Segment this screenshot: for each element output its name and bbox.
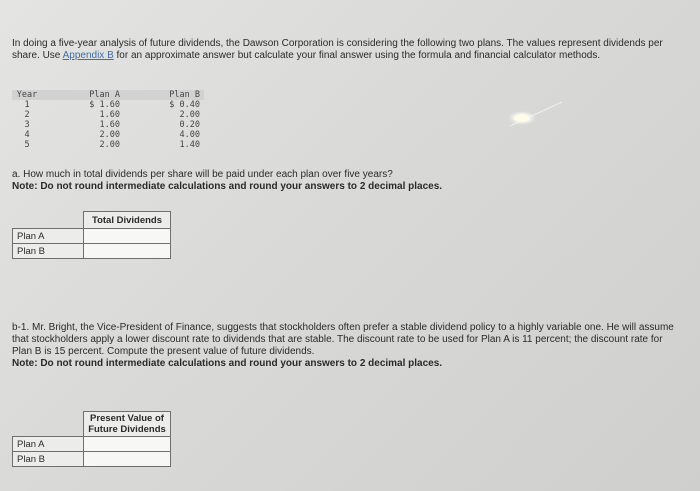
present-value-table <box>12 411 171 467</box>
plan-a-present-value-input[interactable] <box>84 437 171 452</box>
plan-b-cell: 1.40 <box>179 140 200 150</box>
table-row <box>13 452 171 467</box>
plan-a-total-input[interactable] <box>84 229 171 244</box>
table-row <box>12 120 204 130</box>
year-cell: 3 <box>24 120 30 130</box>
present-value-header-line2: Future Dividends <box>88 424 166 435</box>
plan-a-cell: 1.60 <box>99 120 120 130</box>
row-label-plan-a: Plan A <box>13 437 84 452</box>
problem-intro <box>12 38 682 62</box>
col-header-plan-b: Plan B <box>146 90 204 100</box>
table-row <box>12 110 204 120</box>
row-label-plan-b: Plan B <box>13 244 84 259</box>
year-cell: 2 <box>24 110 30 120</box>
total-dividends-header: Total Dividends <box>84 212 171 229</box>
question-b1-text: b-1. Mr. Bright, the Vice-President of Finance, suggests that stockholders often prefer a stable dividend policy to a highly variable one. He will assume that stockholders apply a lower discount rate to dividends that are stable. The discount rate to be used for Plan A is 11 percent; the discount rate for Plan B is 15 percent. Compute the present value of future dividends. <box>12 322 674 357</box>
year-cell: 4 <box>24 130 30 140</box>
question-b1-note: Note: Do not round intermediate calculations and round your answers to 2 decimal places. <box>12 358 443 369</box>
table-row <box>13 437 171 452</box>
plan-b-total-input[interactable] <box>84 244 171 259</box>
plan-a-cell: 2.00 <box>99 130 120 140</box>
row-label-plan-b: Plan B <box>13 452 84 467</box>
year-cell: 5 <box>24 140 30 150</box>
intro-text: In doing a five-year analysis of future dividends, the Dawson Corporation is considering the following two plans. The values represent dividends per share. Use <box>12 38 663 61</box>
appendix-b-link[interactable]: Appendix B <box>62 50 114 61</box>
question-a-text: a. How much in total dividends per share will be paid under each plan over five years? <box>12 169 393 180</box>
light-glare <box>500 96 570 140</box>
intro-text-end: for an approximate answer but calculate your final answer using the formula and financial calculator methods. <box>113 50 601 61</box>
col-header-plan-a: Plan A <box>64 90 124 100</box>
table-row <box>13 244 171 259</box>
plan-b-present-value-input[interactable] <box>84 452 171 467</box>
plan-a-cell: 2.00 <box>99 140 120 150</box>
question-a-note: Note: Do not round intermediate calculations and round your answers to 2 decimal places. <box>12 181 443 192</box>
col-header-year: Year <box>12 90 42 100</box>
present-value-header-line1: Present Value of <box>90 413 164 424</box>
plan-a-cell: $ 1.60 <box>89 100 120 110</box>
plan-b-cell: 4.00 <box>179 130 200 140</box>
table-row <box>13 229 171 244</box>
table-row <box>12 130 204 140</box>
question-b1 <box>12 322 682 370</box>
plan-b-cell: 2.00 <box>179 110 200 120</box>
year-cell: 1 <box>24 100 30 110</box>
dividend-plans-table <box>12 90 204 150</box>
table-row <box>12 100 204 110</box>
total-dividends-table <box>12 211 171 259</box>
present-value-header <box>84 412 171 437</box>
row-label-plan-a: Plan A <box>13 229 84 244</box>
plan-b-cell: $ 0.40 <box>169 100 200 110</box>
plan-b-cell: 0.20 <box>179 120 200 130</box>
table-row <box>12 140 204 150</box>
question-a <box>12 169 682 193</box>
plan-a-cell: 1.60 <box>99 110 120 120</box>
